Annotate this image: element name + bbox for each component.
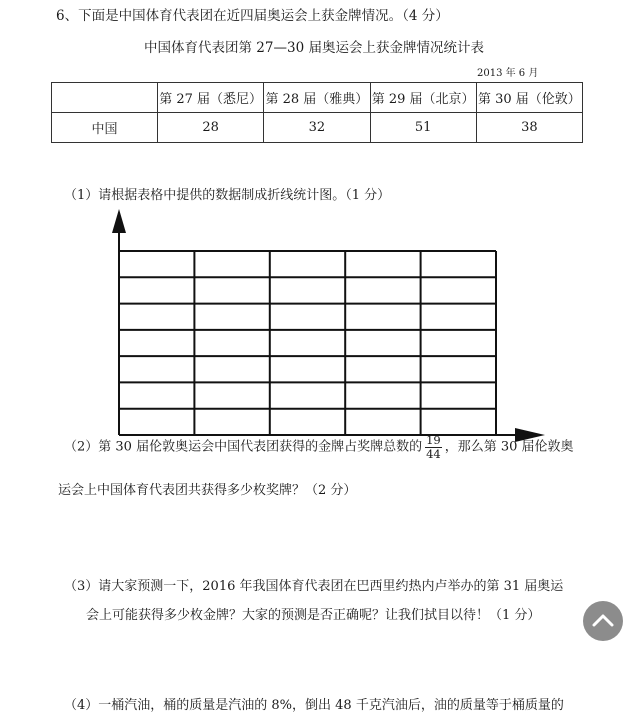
- table-title: 中国体育代表团第 27—30 届奥运会上获金牌情况统计表: [144, 40, 484, 56]
- sub-question-2-text: （2）第 30 届伦敦奥运会中国代表团获得的金牌占奖牌总数的: [64, 439, 423, 455]
- gold-medal-table: [51, 82, 583, 143]
- question-heading: 6、下面是中国体育代表团在近四届奥运会上获金牌情况。（4 分）: [56, 8, 449, 24]
- grid-lines: [119, 251, 496, 435]
- table-date: 2013 年 6 月: [477, 68, 539, 79]
- sub-question-3-continued: 会上可能获得多少枚金牌？大家的预测是否正确呢？让我们拭目以待！（1 分）: [86, 608, 541, 623]
- fraction-numerator: 19: [426, 433, 441, 447]
- table-header-cell: 第 28 届（雅典）: [264, 83, 370, 113]
- blank-line-chart-grid: [100, 205, 560, 450]
- table-header-cell: 第 30 届（伦敦）: [476, 83, 582, 113]
- sub-question-2-continued: 运会上中国体育代表团共获得多少枚奖牌？（2 分）: [58, 483, 357, 498]
- table-cell: 38: [476, 113, 582, 143]
- table-header-cell: 第 29 届（北京）: [370, 83, 476, 113]
- table-cell: 51: [370, 113, 476, 143]
- table-header-cell: 第 27 届（悉尼）: [158, 83, 264, 113]
- fraction-denominator: 44: [426, 446, 441, 461]
- scroll-to-top-button[interactable]: [583, 601, 623, 641]
- table-row: [52, 113, 583, 143]
- sub-question-1: （1）请根据表格中提供的数据制成折线统计图。（1 分）: [64, 188, 391, 203]
- sub-question-2: [64, 434, 574, 460]
- sub-question-2-text-end: ，那么第 30 届伦敦奥: [444, 439, 574, 455]
- table-cell: 中国: [52, 113, 158, 143]
- table-cell: 32: [264, 113, 370, 143]
- table-header-row: [52, 83, 583, 113]
- chevron-up-icon: [591, 609, 615, 633]
- table-header-cell: [52, 83, 158, 113]
- sub-question-3: （3）请大家预测一下，2016 年我国体育代表团在巴西里约热内卢举办的第 31 届奥运: [64, 579, 564, 594]
- fraction: [425, 434, 442, 460]
- table-cell: 28: [158, 113, 264, 143]
- sub-question-4: （4）一桶汽油，桶的质量是汽油的 8%，倒出 48 千克汽油后，油的质量等于桶质量的: [64, 698, 564, 713]
